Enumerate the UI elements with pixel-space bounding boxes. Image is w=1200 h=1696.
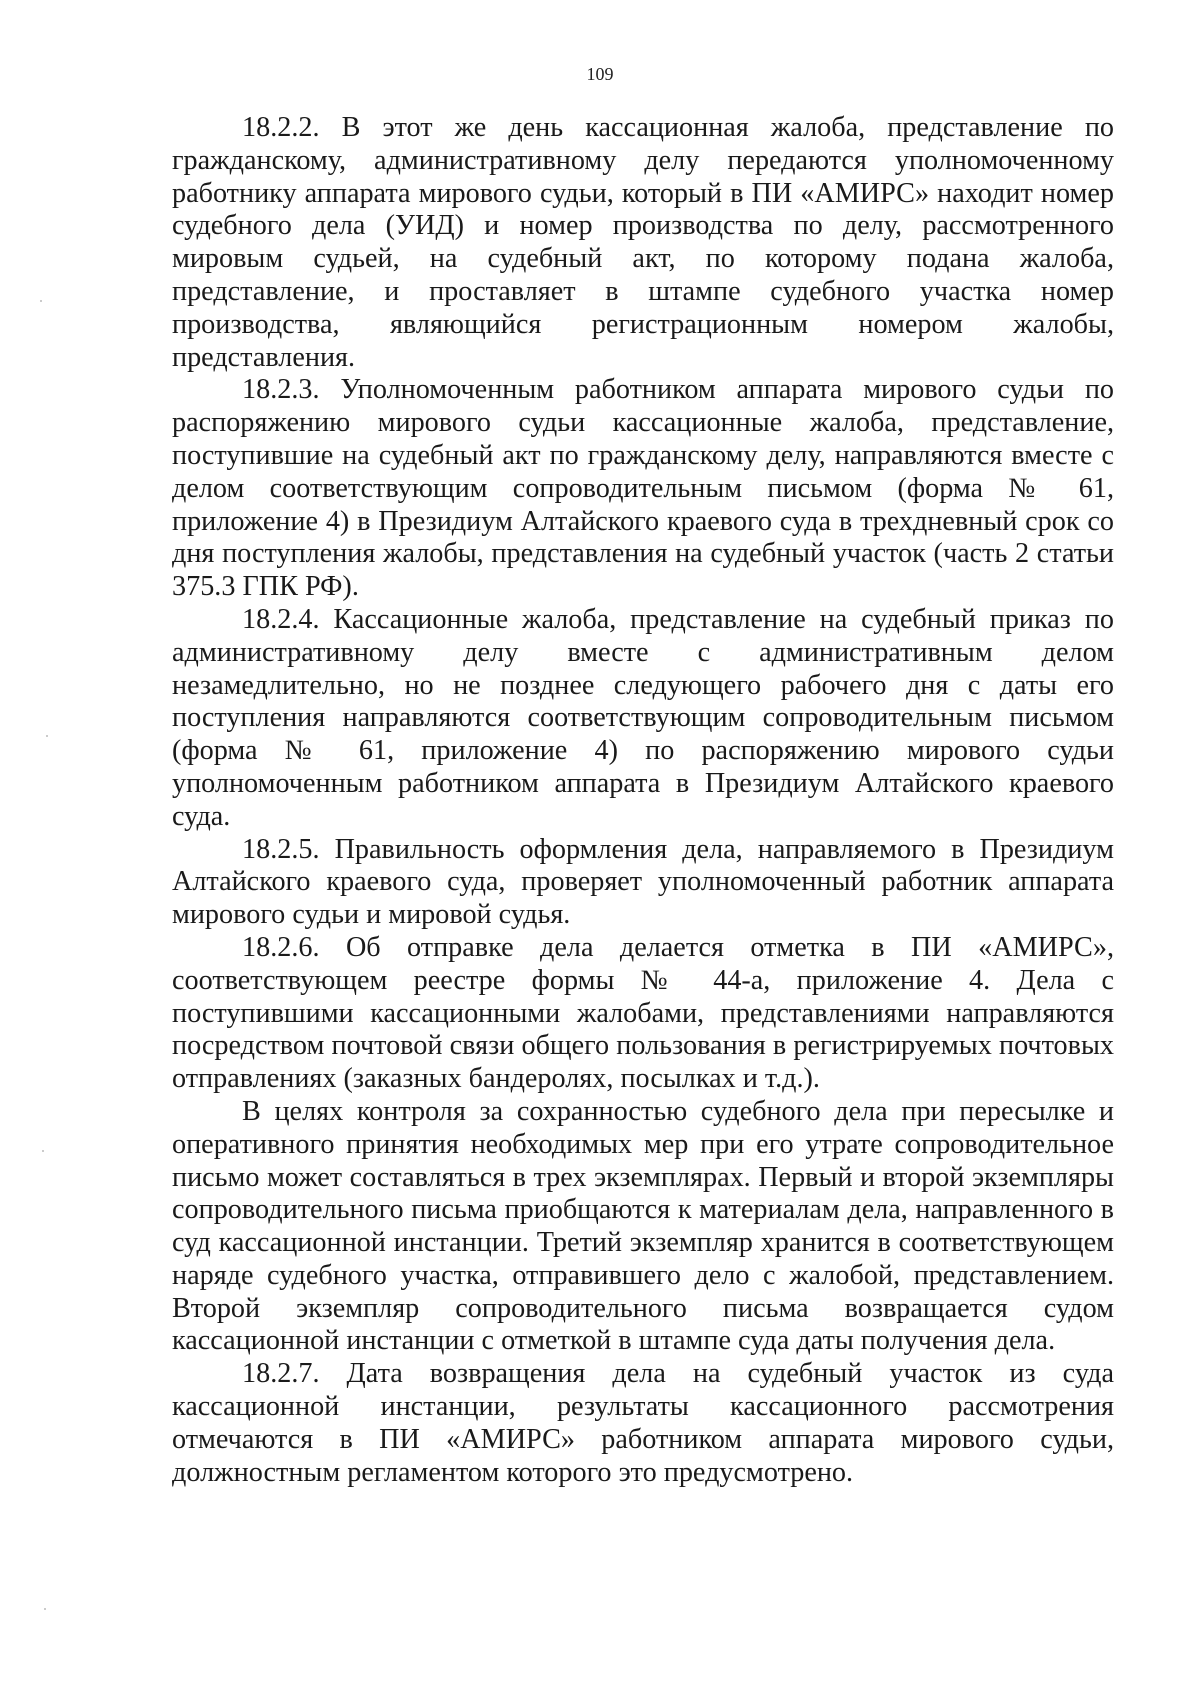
scan-speck	[44, 1608, 46, 1610]
paragraph-18-2-4: 18.2.4. Кассационные жалоба, представление на судебный приказ по административному делу вместе с административным делом незамедлительно, но не позднее следующего рабочего дня с даты его поступления направляются соответствующим сопроводительным письмом (форма № 61, приложение 4) по распоряжению мирового судьи уполномоченным работником аппарата в Президиум Алтайского краевого суда.	[172, 603, 1114, 832]
paragraph-18-2-3: 18.2.3. Уполномоченным работником аппарата мирового судьи по распоряжению мирового судьи кассационные жалоба, представление, поступившие на судебный акт по гражданскому делу, направляются вместе с делом соответствующим сопроводительным письмом (форма № 61, приложение 4) в Президиум Алтайского краевого суда в трехдневный срок со дня поступления жалобы, представления на судебный участок (часть 2 статьи 375.3 ГПК РФ).	[172, 374, 1114, 603]
paragraph-18-2-7: 18.2.7. Дата возвращения дела на судебный участок из суда кассационной инстанции, результаты кассационного рассмотрения отмечаются в ПИ «АМИРС» работником аппарата мирового судьи, должностным регламентом которого это предусмотрено.	[172, 1358, 1114, 1488]
paragraph-18-2-5: 18.2.5. Правильность оформления дела, направляемого в Президиум Алтайского краевого суда, проверяет уполномоченный работник аппарата мирового судьи и мировой судья.	[172, 833, 1114, 931]
paragraph-copies-control: В целях контроля за сохранностью судебного дела при пересылке и оперативного принятия необходимых мер при его утрате сопроводительное письмо может составляться в трех экземплярах. Первый и второй экземпляры сопроводительного письма приобщаются к материалам дела, направленного в суд кассационной инстанции. Третий экземпляр хранится в соответствующем наряде судебного участка, отправившего дело с жалобой, представлением. Второй экземпляр сопроводительного письма возвращается судом кассационной инстанции с отметкой в штампе суда даты получения дела.	[172, 1095, 1114, 1357]
scan-speck	[42, 1150, 44, 1152]
scan-speck	[40, 300, 42, 302]
paragraph-18-2-2: 18.2.2. В этот же день кассационная жалоба, представление по гражданскому, административному делу передаются уполномоченному работнику аппарата мирового судьи, который в ПИ «АМИРС» находит номер судебного дела (УИД) и номер производства по делу, рассмотренного мировым судьей, на судебный акт, по которому подана жалоба, представление, и проставляет в штампе судебного участка номер производства, являющийся регистрационным номером жалобы, представления.	[172, 112, 1114, 373]
paragraph-18-2-6: 18.2.6. Об отправке дела делается отметка в ПИ «АМИРС», соответствующем реестре формы № 44-а, приложение 4. Дела с поступившими кассационными жалобами, представлениями направляются посредством почтовой связи общего пользования в регистрируемых почтовых отправлениях (заказных бандеролях, посылках и т.д.).	[172, 931, 1114, 1095]
scan-speck	[46, 735, 48, 737]
document-body	[172, 112, 1114, 1489]
page-number: 109	[586, 64, 614, 84]
